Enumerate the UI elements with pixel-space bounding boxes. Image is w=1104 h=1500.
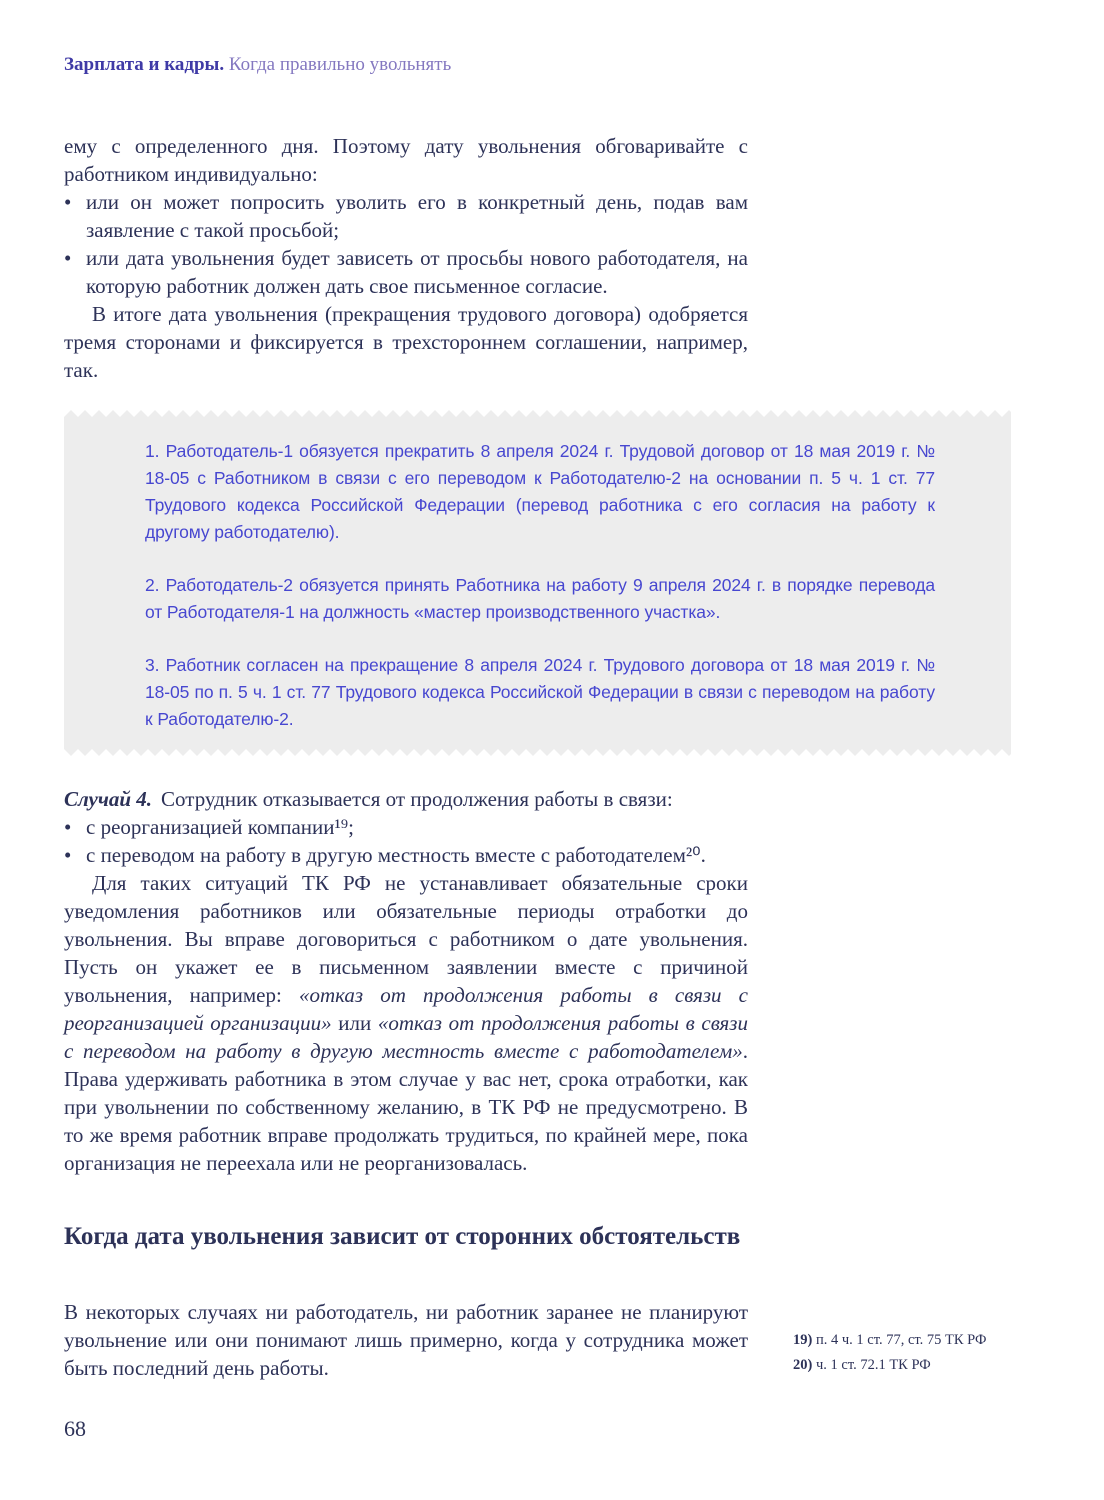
excerpt-clause: 1. Работодатель-1 обязуется прекратить 8 апреля 2024 г. Трудовой договор от 18 мая 2019 г. № 18-05 с Работником в связи с его переводом к Работодателю-2 на основании п. 5 ч. 1 ст. 77 Трудового кодекса Российской Федерации (перевод работника с его согласия на работу к другому работодателю). [145,441,935,542]
bullet-text: или дата увольнения будет зависеть от просьбы нового работодателя, на которую работник должен дать свое письменное согласие. [86,246,748,298]
footnote [793,1353,1043,1378]
bullet-marker: • [64,190,72,214]
case4-text: . Права удерживать работника в этом случае у вас нет, срока отработки, как при увольнении по собственному желанию, в ТК РФ не предусмотрено. В то же время работник вправе продолжать трудиться, по крайней мере, пока организация не переехала или не реорганизовалась. [64,1039,748,1175]
agreement-excerpt [64,410,1011,756]
case4-lead [64,785,748,813]
bullet-marker: • [64,246,72,270]
paragraph: В итоге дата увольнения (прекращения трудового договора) одобряется тремя сторонами и фиксируется в трехстороннем соглашении, например, так. [64,302,748,382]
footnote-number: 19) [793,1332,813,1348]
bullet-marker: • [64,843,72,867]
bullet-item [64,813,748,841]
bullet-text: или он может попросить уволить его в конкретный день, подав вам заявление с такой просьбой; [86,190,748,242]
bullet-text: с реорганизацией компании¹⁹; [86,815,354,839]
footnote-number: 20) [793,1357,813,1373]
page-number: 68 [64,1416,86,1441]
bullet-item [64,188,748,244]
excerpt-clause: 2. Работодатель-2 обязуется принять Работника на работу 9 апреля 2024 г. в порядке перевода от Работодателя-1 на должность «мастер производственного участка». [145,575,935,622]
bullet-item [64,841,748,869]
bullet-marker: • [64,815,72,839]
case4-section [64,785,748,1177]
bullet-text: с переводом на работу в другую местность вместе с работодателем²⁰. [86,843,706,867]
brand-title: Зарплата и кадры. [64,54,225,75]
footnote-text: п. 4 ч. 1 ст. 77, ст. 75 ТК РФ [815,1332,987,1348]
torn-edge-top-icon [64,410,1011,417]
paragraph-continuation: ему с определенного дня. Поэтому дату увольнения обговаривайте с работником индивидуально: [64,134,748,186]
excerpt-clause: 3. Работник согласен на прекращение 8 апреля 2024 г. Трудового договора от 18 мая 2019 г. № 18-05 по п. 5 ч. 1 ст. 77 Трудового кодекса Российской Федерации в связи с переводом на работу к Работодателю-2. [145,655,935,729]
excerpt-body [64,417,1011,749]
footnotes [793,1328,1043,1378]
page-header [64,54,451,76]
case4-lead-text: Сотрудник отказывается от продолжения работы в связи: [161,787,673,811]
case4-quote: «отказ от продолжения работы в связи с реорганизацией организации» [64,983,748,1035]
intro-section [64,132,748,384]
case4-quote: «отказ от продолжения работы в связи с переводом на работу в другую местность вместе с работодателем» [64,1011,748,1063]
footnote-text: ч. 1 ст. 72.1 ТК РФ [815,1357,931,1373]
case4-text: Для таких ситуаций ТК РФ не устанавливает обязательные сроки уведомления работников или обязательные периоды отработки до увольнения. Вы вправе договориться с работником о дате увольнения. Пусть он укажет ее в письменном заявлении вместе с причиной увольнения, например: [64,871,748,1007]
chapter-title: Когда правильно увольнять [228,54,452,75]
case4-paragraph [64,869,748,1177]
footnote [793,1328,1043,1353]
closing-paragraph: В некоторых случаях ни работодатель, ни работник заранее не планируют увольнение или они понимают лишь примерно, когда у сотрудника может быть последний день работы. [64,1300,748,1380]
section-heading: Когда дата увольнения зависит от сторонних обстоятельств [64,1223,741,1250]
case4-label: Случай 4. [64,787,153,811]
case4-text: или [331,1011,378,1035]
torn-edge-bottom-icon [64,749,1011,756]
bullet-item [64,244,748,300]
